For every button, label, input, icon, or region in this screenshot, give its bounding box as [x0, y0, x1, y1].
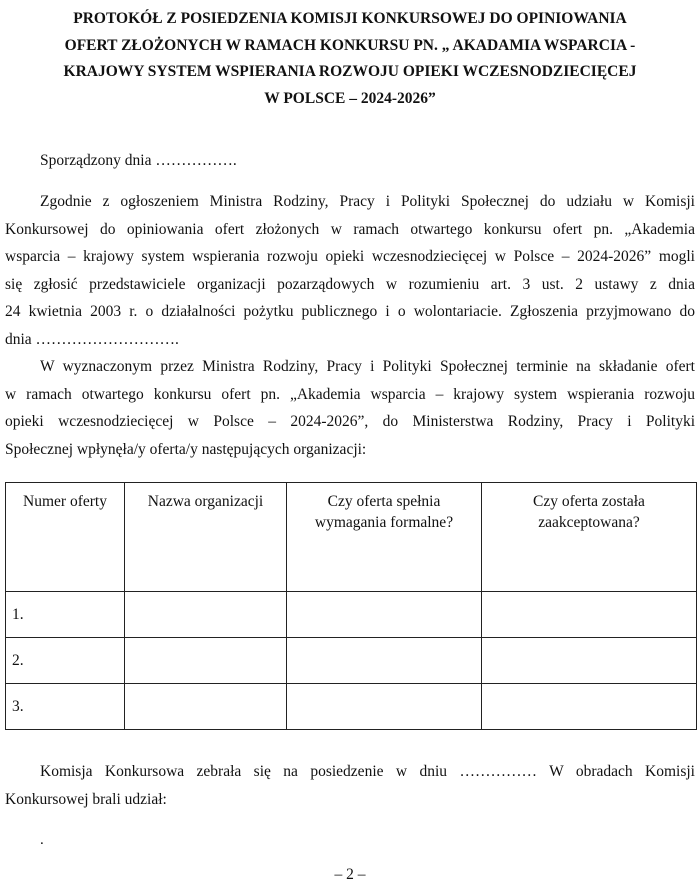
table-row — [6, 684, 697, 730]
title-line: KRAJOWY SYSTEM WSPIERANIA ROZWOJU OPIEKI WCZESNODZIECIĘCEJ — [63, 63, 637, 80]
page-number: – 2 – — [334, 866, 366, 883]
paragraph-announcement — [5, 188, 695, 353]
paragraph-line: 24 kwietnia 2003 r. o działalności pożytku publicznego i o wolontariacie. Zgłoszenia przyjmowano do — [5, 303, 695, 320]
table-row — [6, 638, 697, 684]
organization-cell — [125, 684, 287, 730]
title-line: W POLSCE – 2024-2026” — [264, 89, 436, 107]
accepted-cell — [482, 592, 697, 638]
formal-cell — [287, 638, 482, 684]
table-header-row — [6, 483, 697, 592]
formal-cell — [287, 592, 482, 638]
paragraph-line: Zgodnie z ogłoszeniem Ministra Rodziny, Pracy i Polityki Społecznej do udziału w Komisji — [40, 193, 695, 210]
stray-dot: . — [40, 832, 44, 848]
document-title — [0, 6, 700, 112]
formal-cell — [287, 684, 482, 730]
title-line: OFERT ZŁOŻONYCH W RAMACH KONKURSU PN. „ AKADAMIA WSPARCIA - — [64, 36, 636, 54]
header-offer-number: Numer oferty — [6, 483, 125, 592]
accepted-cell — [482, 684, 697, 730]
accepted-cell — [482, 638, 697, 684]
table-row — [6, 592, 697, 638]
title-line: PROTOKÓŁ Z POSIEDZENIA KOMISJI KONKURSOWEJ DO OPINIOWANIA — [73, 10, 627, 27]
offer-number-cell: 1. — [6, 592, 125, 638]
paragraph-line: Komisja Konkursowa zebrała się na posiedzenie w dniu …………… W obradach Komisji — [40, 763, 695, 780]
paragraph-line: W wyznaczonym przez Ministra Rodziny, Pracy i Polityki Społecznej terminie na składanie ofert — [40, 358, 695, 375]
paragraph-line: w ramach otwartego konkursu ofert pn. „Akademia wsparcia – krajowy system wspierania rozwoju — [5, 385, 695, 403]
paragraph-line: dnia ………………………. — [5, 330, 179, 348]
paragraph-line: Konkursowej do opiniowania ofert złożonych w ramach otwartego konkursu ofert pn. „Akademia — [5, 220, 695, 238]
paragraph-line: wsparcia – krajowy system wspierania rozwoju opieki wczesnodziecięcej w Polsce – 2024-2026” mogli — [5, 248, 695, 265]
offer-number-cell: 2. — [6, 638, 125, 684]
drafted-on: Sporządzony dnia ……………. — [40, 152, 237, 169]
organization-cell — [125, 638, 287, 684]
paragraph-line: się zgłosić przedstawiciele organizacji pozarządowych w rozumieniu art. 3 ust. 2 ustawy z dnia — [5, 275, 695, 293]
paragraph-line: Konkursowej brali udział: — [5, 790, 167, 808]
paragraph-commission-meeting — [5, 758, 695, 813]
header-organization-name: Nazwa organizacji — [125, 483, 287, 592]
paragraph-line: Społecznej wpłynęła/y oferta/y następujących organizacji: — [5, 440, 367, 458]
offers-table — [5, 482, 697, 730]
paragraph-submissions — [5, 353, 695, 463]
offer-number-cell: 3. — [6, 684, 125, 730]
header-accepted: Czy oferta została zaakceptowana? — [482, 483, 697, 592]
header-formal-requirements: Czy oferta spełnia wymagania formalne? — [287, 483, 482, 592]
organization-cell — [125, 592, 287, 638]
paragraph-line: opieki wczesnodziecięcej w Polsce – 2024-2026”, do Ministerstwa Rodziny, Pracy i Polityki — [5, 413, 695, 430]
